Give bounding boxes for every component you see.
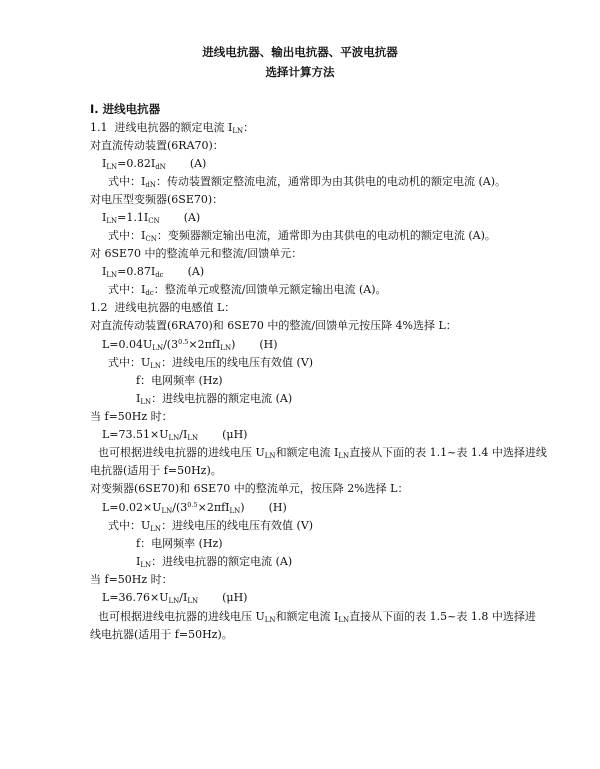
dc-drive-label: 对直流传动装置(6RA70)： xyxy=(90,139,224,152)
doc-title: 进线电抗器、输出电抗器、平波电抗器 xyxy=(202,45,398,59)
doc-subtitle: 选择计算方法 xyxy=(265,65,335,79)
where-iln: $I_{LN}$：进线电抗器的额定电流 (A) xyxy=(136,392,293,406)
formula-l-4pct: $L=0.04U_{LN}/(3^{0.5}\times 2\pi fI_{LN})$ (H) xyxy=(102,338,278,352)
rectifier-label: 对 6SE70 中的整流单元和整流/回馈单元： xyxy=(90,247,303,260)
formula-iln-vsd: $I_{LN}=1.1I_{CN}$ (A) xyxy=(102,211,201,225)
section-heading: I. 进线电抗器 xyxy=(90,102,161,116)
when-f50: 当 f=50Hz 时： xyxy=(90,410,173,423)
where-iln: $I_{LN}$：进线电抗器的额定电流 (A) xyxy=(136,555,293,569)
formula-iln-dc: $I_{LN}=0.82I_{dN}$ (A) xyxy=(102,157,207,171)
subsection-number: 1.1 xyxy=(90,121,108,134)
vsd-2pct-label: 对变频器(6SE70)和 6SE70 中的整流单元，按压降 2%选择 L： xyxy=(90,482,409,495)
paragraph-line: 电抗器(适用于 f=50Hz)。 xyxy=(90,464,222,477)
where-uln: 式中：$U_{LN}$：进线电压的线电压有效值 (V) xyxy=(108,356,314,370)
formula-note: 式中：$I_{dc}$：整流单元或整流/回馈单元额定输出电流 (A)。 xyxy=(108,283,387,297)
vsd-label: 对电压型变频器(6SE70)： xyxy=(90,193,224,206)
subsection-text: 进线电抗器的额定电流 I xyxy=(114,121,233,134)
formula-note: 式中：$I_{CN}$：变频器额定输出电流，通常即为由其供电的电动机的额定电流 (A)。 xyxy=(108,229,496,243)
paragraph-line: 线电抗器(适用于 f=50Hz)。 xyxy=(90,628,233,641)
dc-4pct-label: 对直流传动装置(6RA70)和 6SE70 中的整流/回馈单元按压降 4%选择 L： xyxy=(90,319,457,332)
formula-note: 式中：$I_{dN}$：传动装置额定整流电流，通常即为由其供电的电动机的额定电流 (A)。 xyxy=(108,175,506,189)
formula-iln-rect: $I_{LN}=0.87I_{dc}$ (A) xyxy=(102,265,205,279)
formula-l-50hz-2pct: $L=36.76\times U_{LN}/I_{LN}$ (μH) xyxy=(102,591,248,605)
subsection-1-2: 1.2 进线电抗器的电感值 L： xyxy=(90,301,236,314)
paragraph-line: 也可根据进线电抗器的进线电压 $U_{LN}$和额定电流 $I_{LN}$直接从下面的表 1.5~表 1.8 中选择进 xyxy=(98,610,536,624)
when-f50: 当 f=50Hz 时： xyxy=(90,573,173,586)
where-f: f：电网频率 (Hz) xyxy=(136,374,223,387)
formula-l-50hz-4pct: $L=73.51\times U_{LN}/I_{LN}$ (μH) xyxy=(102,428,248,442)
where-f: f：电网频率 (Hz) xyxy=(136,537,223,550)
formula-l-2pct: $L=0.02\times U_{LN}/(3^{0.5}\times 2\pi fI_{LN})$ (H) xyxy=(102,501,287,515)
where-uln: 式中：$U_{LN}$：进线电压的线电压有效值 (V) xyxy=(108,519,314,533)
paragraph-line: 也可根据进线电抗器的进线电压 $U_{LN}$和额定电流 $I_{LN}$直接从下面的表 1.1~表 1.4 中选择进线 xyxy=(98,446,547,460)
subsection-1-1: 1.1 进线电抗器的额定电流 $I_{LN}$： xyxy=(90,121,255,135)
